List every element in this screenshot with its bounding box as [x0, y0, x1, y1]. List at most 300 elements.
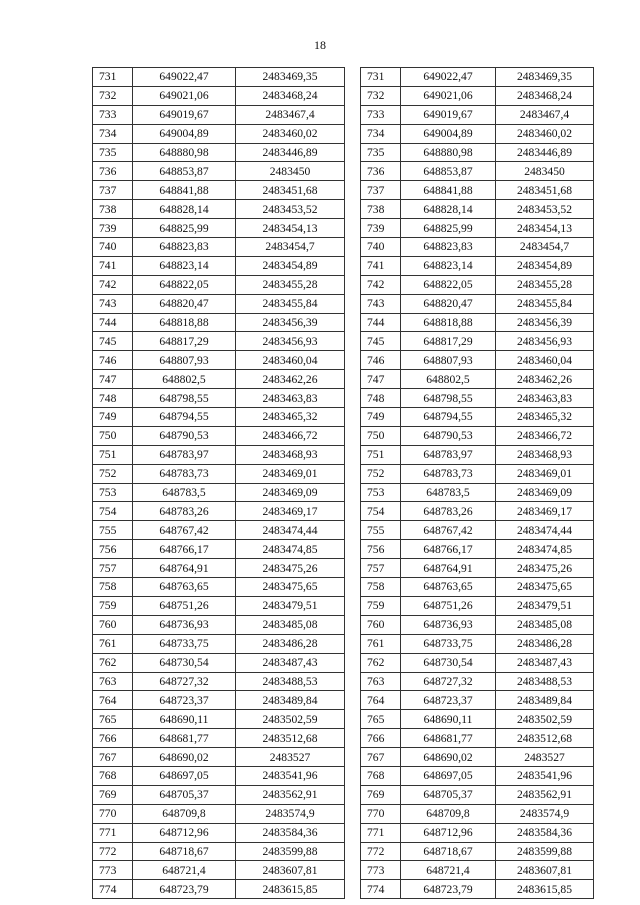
x-coordinate-cell: 648880,98 [401, 143, 496, 162]
table-row [361, 672, 594, 691]
y-coordinate-cell: 2483512,68 [236, 729, 345, 748]
point-number-cell: 736 [361, 162, 401, 181]
table-row [93, 540, 345, 559]
x-coordinate-cell: 648764,91 [401, 559, 496, 578]
point-number-cell: 751 [361, 445, 401, 464]
table-row [361, 842, 594, 861]
x-coordinate-cell: 648733,75 [401, 634, 496, 653]
point-number-cell: 739 [361, 219, 401, 238]
table-row [361, 162, 594, 181]
table-row [93, 748, 345, 767]
table-row [361, 691, 594, 710]
y-coordinate-cell: 2483463,83 [496, 389, 594, 408]
x-coordinate-cell: 648718,67 [401, 842, 496, 861]
x-coordinate-cell: 648764,91 [133, 559, 236, 578]
y-coordinate-cell: 2483487,43 [236, 653, 345, 672]
table-row [93, 124, 345, 143]
y-coordinate-cell: 2483454,13 [236, 219, 345, 238]
x-coordinate-cell: 648718,67 [133, 842, 236, 861]
point-number-cell: 761 [93, 634, 133, 653]
x-coordinate-cell: 648853,87 [133, 162, 236, 181]
point-number-cell: 767 [361, 748, 401, 767]
y-coordinate-cell: 2483455,28 [236, 275, 345, 294]
y-coordinate-cell: 2483468,24 [236, 86, 345, 105]
table-row [93, 332, 345, 351]
table-row [93, 275, 345, 294]
point-number-cell: 744 [361, 313, 401, 332]
y-coordinate-cell: 2483455,84 [236, 294, 345, 313]
point-number-cell: 747 [93, 370, 133, 389]
x-coordinate-cell: 648817,29 [401, 332, 496, 351]
y-coordinate-cell: 2483469,01 [496, 464, 594, 483]
y-coordinate-cell: 2483599,88 [236, 842, 345, 861]
point-number-cell: 766 [93, 729, 133, 748]
point-number-cell: 761 [361, 634, 401, 653]
x-coordinate-cell: 648767,42 [133, 521, 236, 540]
x-coordinate-cell: 648690,11 [401, 710, 496, 729]
point-number-cell: 734 [361, 124, 401, 143]
x-coordinate-cell: 648763,65 [133, 578, 236, 597]
table-row [361, 653, 594, 672]
point-number-cell: 740 [361, 238, 401, 257]
y-coordinate-cell: 2483487,43 [496, 653, 594, 672]
point-number-cell: 757 [361, 559, 401, 578]
x-coordinate-cell: 648818,88 [401, 313, 496, 332]
y-coordinate-cell: 2483466,72 [236, 426, 345, 445]
point-number-cell: 771 [361, 823, 401, 842]
x-coordinate-cell: 648751,26 [401, 596, 496, 615]
point-number-cell: 769 [361, 785, 401, 804]
point-number-cell: 765 [361, 710, 401, 729]
x-coordinate-cell: 648794,55 [133, 408, 236, 427]
x-coordinate-cell: 649021,06 [401, 86, 496, 105]
point-number-cell: 755 [93, 521, 133, 540]
point-number-cell: 732 [93, 86, 133, 105]
point-number-cell: 760 [361, 615, 401, 634]
y-coordinate-cell: 2483460,04 [496, 351, 594, 370]
table-row [93, 426, 345, 445]
point-number-cell: 742 [361, 275, 401, 294]
y-coordinate-cell: 2483468,93 [496, 445, 594, 464]
y-coordinate-cell: 2483502,59 [236, 710, 345, 729]
point-number-cell: 764 [93, 691, 133, 710]
x-coordinate-cell: 648690,02 [401, 748, 496, 767]
y-coordinate-cell: 2483468,24 [496, 86, 594, 105]
y-coordinate-cell: 2483541,96 [496, 766, 594, 785]
point-number-cell: 767 [93, 748, 133, 767]
x-coordinate-cell: 648681,77 [133, 729, 236, 748]
table-row [93, 823, 345, 842]
y-coordinate-cell: 2483453,52 [496, 200, 594, 219]
table-row [93, 804, 345, 823]
x-coordinate-cell: 648730,54 [133, 653, 236, 672]
table-row [93, 370, 345, 389]
point-number-cell: 736 [93, 162, 133, 181]
x-coordinate-cell: 648721,4 [133, 861, 236, 880]
table-row [361, 880, 594, 899]
table-row [93, 578, 345, 597]
point-number-cell: 769 [93, 785, 133, 804]
table-row [361, 445, 594, 464]
y-coordinate-cell: 2483562,91 [496, 785, 594, 804]
table-row [93, 143, 345, 162]
y-coordinate-cell: 2483456,39 [236, 313, 345, 332]
point-number-cell: 774 [361, 880, 401, 899]
point-number-cell: 749 [361, 408, 401, 427]
point-number-cell: 745 [93, 332, 133, 351]
x-coordinate-cell: 648823,83 [133, 238, 236, 257]
x-coordinate-cell: 648853,87 [401, 162, 496, 181]
y-coordinate-cell: 2483486,28 [236, 634, 345, 653]
y-coordinate-cell: 2483466,72 [496, 426, 594, 445]
x-coordinate-cell: 648766,17 [401, 540, 496, 559]
y-coordinate-cell: 2483599,88 [496, 842, 594, 861]
table-row [361, 521, 594, 540]
x-coordinate-cell: 649019,67 [401, 105, 496, 124]
table-row [361, 370, 594, 389]
y-coordinate-cell: 2483460,04 [236, 351, 345, 370]
point-number-cell: 754 [93, 502, 133, 521]
point-number-cell: 768 [93, 766, 133, 785]
x-coordinate-cell: 648820,47 [401, 294, 496, 313]
point-number-cell: 735 [93, 143, 133, 162]
table-row [93, 502, 345, 521]
x-coordinate-cell: 648822,05 [401, 275, 496, 294]
y-coordinate-cell: 2483562,91 [236, 785, 345, 804]
y-coordinate-cell: 2483465,32 [496, 408, 594, 427]
y-coordinate-cell: 2483450 [236, 162, 345, 181]
table-row [93, 615, 345, 634]
y-coordinate-cell: 2483488,53 [496, 672, 594, 691]
y-coordinate-cell: 2483584,36 [496, 823, 594, 842]
table-row [361, 559, 594, 578]
y-coordinate-cell: 2483615,85 [236, 880, 345, 899]
point-number-cell: 774 [93, 880, 133, 899]
point-number-cell: 773 [361, 861, 401, 880]
table-row [93, 464, 345, 483]
y-coordinate-cell: 2483479,51 [236, 596, 345, 615]
y-coordinate-cell: 2483474,44 [236, 521, 345, 540]
point-number-cell: 751 [93, 445, 133, 464]
table-row [361, 483, 594, 502]
y-coordinate-cell: 2483485,08 [496, 615, 594, 634]
table-row [361, 634, 594, 653]
y-coordinate-cell: 2483451,68 [496, 181, 594, 200]
point-number-cell: 737 [93, 181, 133, 200]
x-coordinate-cell: 648690,02 [133, 748, 236, 767]
x-coordinate-cell: 648823,14 [133, 256, 236, 275]
y-coordinate-cell: 2483460,02 [496, 124, 594, 143]
table-row [93, 842, 345, 861]
table-row [93, 483, 345, 502]
point-number-cell: 733 [93, 105, 133, 124]
point-number-cell: 748 [93, 389, 133, 408]
table-row [361, 219, 594, 238]
point-number-cell: 760 [93, 615, 133, 634]
y-coordinate-cell: 2483474,85 [496, 540, 594, 559]
x-coordinate-cell: 648823,14 [401, 256, 496, 275]
point-number-cell: 759 [361, 596, 401, 615]
point-number-cell: 756 [361, 540, 401, 559]
x-coordinate-cell: 648783,26 [401, 502, 496, 521]
y-coordinate-cell: 2483488,53 [236, 672, 345, 691]
x-coordinate-cell: 648767,42 [401, 521, 496, 540]
table-row [93, 219, 345, 238]
point-number-cell: 741 [361, 256, 401, 275]
x-coordinate-cell: 648828,14 [133, 200, 236, 219]
table-row [93, 880, 345, 899]
table-row [93, 294, 345, 313]
table-row [361, 766, 594, 785]
point-number-cell: 742 [93, 275, 133, 294]
y-coordinate-cell: 2483446,89 [496, 143, 594, 162]
point-number-cell: 749 [93, 408, 133, 427]
y-coordinate-cell: 2483469,35 [496, 68, 594, 87]
x-coordinate-cell: 648751,26 [133, 596, 236, 615]
y-coordinate-cell: 2483454,7 [236, 238, 345, 257]
point-number-cell: 731 [93, 68, 133, 87]
x-coordinate-cell: 648723,79 [133, 880, 236, 899]
x-coordinate-cell: 648807,93 [401, 351, 496, 370]
table-row [93, 653, 345, 672]
y-coordinate-cell: 2483607,81 [496, 861, 594, 880]
point-number-cell: 763 [361, 672, 401, 691]
table-row [361, 200, 594, 219]
x-coordinate-cell: 648723,79 [401, 880, 496, 899]
x-coordinate-cell: 648790,53 [133, 426, 236, 445]
x-coordinate-cell: 648705,37 [133, 785, 236, 804]
point-number-cell: 750 [93, 426, 133, 445]
y-coordinate-cell: 2483454,7 [496, 238, 594, 257]
x-coordinate-cell: 648825,99 [133, 219, 236, 238]
table-row [361, 105, 594, 124]
y-coordinate-cell: 2483489,84 [236, 691, 345, 710]
y-coordinate-cell: 2483463,83 [236, 389, 345, 408]
point-number-cell: 753 [361, 483, 401, 502]
table-row [361, 256, 594, 275]
x-coordinate-cell: 648709,8 [401, 804, 496, 823]
point-number-cell: 745 [361, 332, 401, 351]
x-coordinate-cell: 648690,11 [133, 710, 236, 729]
point-number-cell: 737 [361, 181, 401, 200]
table-row [361, 804, 594, 823]
x-coordinate-cell: 648822,05 [133, 275, 236, 294]
y-coordinate-cell: 2483486,28 [496, 634, 594, 653]
point-number-cell: 762 [93, 653, 133, 672]
table-row [361, 729, 594, 748]
x-coordinate-cell: 648681,77 [401, 729, 496, 748]
x-coordinate-cell: 648723,37 [401, 691, 496, 710]
table-row [93, 200, 345, 219]
table-row [361, 143, 594, 162]
point-number-cell: 762 [361, 653, 401, 672]
y-coordinate-cell: 2483474,85 [236, 540, 345, 559]
y-coordinate-cell: 2483574,9 [236, 804, 345, 823]
table-row [93, 596, 345, 615]
x-coordinate-cell: 648798,55 [133, 389, 236, 408]
y-coordinate-cell: 2483456,39 [496, 313, 594, 332]
point-number-cell: 753 [93, 483, 133, 502]
y-coordinate-cell: 2483489,84 [496, 691, 594, 710]
y-coordinate-cell: 2483454,89 [496, 256, 594, 275]
point-number-cell: 747 [361, 370, 401, 389]
y-coordinate-cell: 2483469,17 [496, 502, 594, 521]
x-coordinate-cell: 648736,93 [133, 615, 236, 634]
x-coordinate-cell: 648790,53 [401, 426, 496, 445]
table-row [93, 181, 345, 200]
x-coordinate-cell: 648697,05 [401, 766, 496, 785]
table-row [361, 332, 594, 351]
table-row [361, 578, 594, 597]
y-coordinate-cell: 2483456,93 [496, 332, 594, 351]
x-coordinate-cell: 648828,14 [401, 200, 496, 219]
point-number-cell: 738 [93, 200, 133, 219]
point-number-cell: 750 [361, 426, 401, 445]
table-row [93, 162, 345, 181]
point-number-cell: 743 [361, 294, 401, 313]
y-coordinate-cell: 2483512,68 [496, 729, 594, 748]
x-coordinate-cell: 648807,93 [133, 351, 236, 370]
y-coordinate-cell: 2483454,89 [236, 256, 345, 275]
table-row [361, 351, 594, 370]
point-number-cell: 773 [93, 861, 133, 880]
y-coordinate-cell: 2483474,44 [496, 521, 594, 540]
y-coordinate-cell: 2483468,93 [236, 445, 345, 464]
table-row [361, 748, 594, 767]
x-coordinate-cell: 648727,32 [133, 672, 236, 691]
y-coordinate-cell: 2483456,93 [236, 332, 345, 351]
point-number-cell: 731 [361, 68, 401, 87]
x-coordinate-cell: 648712,96 [133, 823, 236, 842]
y-coordinate-cell: 2483454,13 [496, 219, 594, 238]
table-row [93, 86, 345, 105]
x-coordinate-cell: 648783,26 [133, 502, 236, 521]
table-row [93, 634, 345, 653]
y-coordinate-cell: 2483607,81 [236, 861, 345, 880]
table-row [93, 68, 345, 87]
table-row [361, 86, 594, 105]
point-number-cell: 771 [93, 823, 133, 842]
y-coordinate-cell: 2483469,01 [236, 464, 345, 483]
x-coordinate-cell: 648818,88 [133, 313, 236, 332]
table-row [361, 426, 594, 445]
y-coordinate-cell: 2483574,9 [496, 804, 594, 823]
y-coordinate-cell: 2483502,59 [496, 710, 594, 729]
y-coordinate-cell: 2483475,26 [496, 559, 594, 578]
point-number-cell: 738 [361, 200, 401, 219]
table-row [93, 351, 345, 370]
table-row [361, 124, 594, 143]
x-coordinate-cell: 648880,98 [133, 143, 236, 162]
point-number-cell: 772 [93, 842, 133, 861]
point-number-cell: 746 [93, 351, 133, 370]
table-row [93, 861, 345, 880]
point-number-cell: 756 [93, 540, 133, 559]
y-coordinate-cell: 2483615,85 [496, 880, 594, 899]
x-coordinate-cell: 648783,97 [401, 445, 496, 464]
x-coordinate-cell: 648712,96 [401, 823, 496, 842]
point-number-cell: 770 [93, 804, 133, 823]
y-coordinate-cell: 2483475,65 [496, 578, 594, 597]
table-row [93, 710, 345, 729]
point-number-cell: 759 [93, 596, 133, 615]
x-coordinate-cell: 648823,83 [401, 238, 496, 257]
y-coordinate-cell: 2483455,84 [496, 294, 594, 313]
y-coordinate-cell: 2483467,4 [236, 105, 345, 124]
table-row [361, 861, 594, 880]
table-row [361, 68, 594, 87]
table-row [361, 238, 594, 257]
x-coordinate-cell: 648783,73 [133, 464, 236, 483]
table-row [361, 181, 594, 200]
x-coordinate-cell: 649004,89 [401, 124, 496, 143]
x-coordinate-cell: 648733,75 [133, 634, 236, 653]
point-number-cell: 752 [93, 464, 133, 483]
point-number-cell: 741 [93, 256, 133, 275]
y-coordinate-cell: 2483455,28 [496, 275, 594, 294]
x-coordinate-cell: 648820,47 [133, 294, 236, 313]
x-coordinate-cell: 648709,8 [133, 804, 236, 823]
point-number-cell: 768 [361, 766, 401, 785]
x-coordinate-cell: 648783,5 [401, 483, 496, 502]
point-number-cell: 752 [361, 464, 401, 483]
point-number-cell: 739 [93, 219, 133, 238]
y-coordinate-cell: 2483450 [496, 162, 594, 181]
point-number-cell: 758 [93, 578, 133, 597]
x-coordinate-cell: 648817,29 [133, 332, 236, 351]
x-coordinate-cell: 648783,97 [133, 445, 236, 464]
x-coordinate-cell: 648841,88 [133, 181, 236, 200]
table-row [93, 313, 345, 332]
x-coordinate-cell: 648802,5 [401, 370, 496, 389]
y-coordinate-cell: 2483462,26 [236, 370, 345, 389]
table-row [93, 256, 345, 275]
x-coordinate-cell: 648794,55 [401, 408, 496, 427]
x-coordinate-cell: 648721,4 [401, 861, 496, 880]
table-row [361, 313, 594, 332]
point-number-cell: 733 [361, 105, 401, 124]
x-coordinate-cell: 649022,47 [133, 68, 236, 87]
table-row [361, 275, 594, 294]
table-row [93, 785, 345, 804]
table-row [361, 823, 594, 842]
point-number-cell: 763 [93, 672, 133, 691]
table-row [361, 540, 594, 559]
table-row [93, 445, 345, 464]
x-coordinate-cell: 649019,67 [133, 105, 236, 124]
table-row [93, 691, 345, 710]
x-coordinate-cell: 648802,5 [133, 370, 236, 389]
table-row [361, 785, 594, 804]
y-coordinate-cell: 2483467,4 [496, 105, 594, 124]
y-coordinate-cell: 2483527 [236, 748, 345, 767]
table-row [93, 672, 345, 691]
y-coordinate-cell: 2483527 [496, 748, 594, 767]
x-coordinate-cell: 648730,54 [401, 653, 496, 672]
point-number-cell: 734 [93, 124, 133, 143]
table-row [93, 408, 345, 427]
x-coordinate-cell: 648763,65 [401, 578, 496, 597]
y-coordinate-cell: 2483465,32 [236, 408, 345, 427]
point-number-cell: 772 [361, 842, 401, 861]
y-coordinate-cell: 2483453,52 [236, 200, 345, 219]
x-coordinate-cell: 648798,55 [401, 389, 496, 408]
y-coordinate-cell: 2483469,09 [236, 483, 345, 502]
point-number-cell: 746 [361, 351, 401, 370]
point-number-cell: 748 [361, 389, 401, 408]
x-coordinate-cell: 648736,93 [401, 615, 496, 634]
x-coordinate-cell: 648783,73 [401, 464, 496, 483]
